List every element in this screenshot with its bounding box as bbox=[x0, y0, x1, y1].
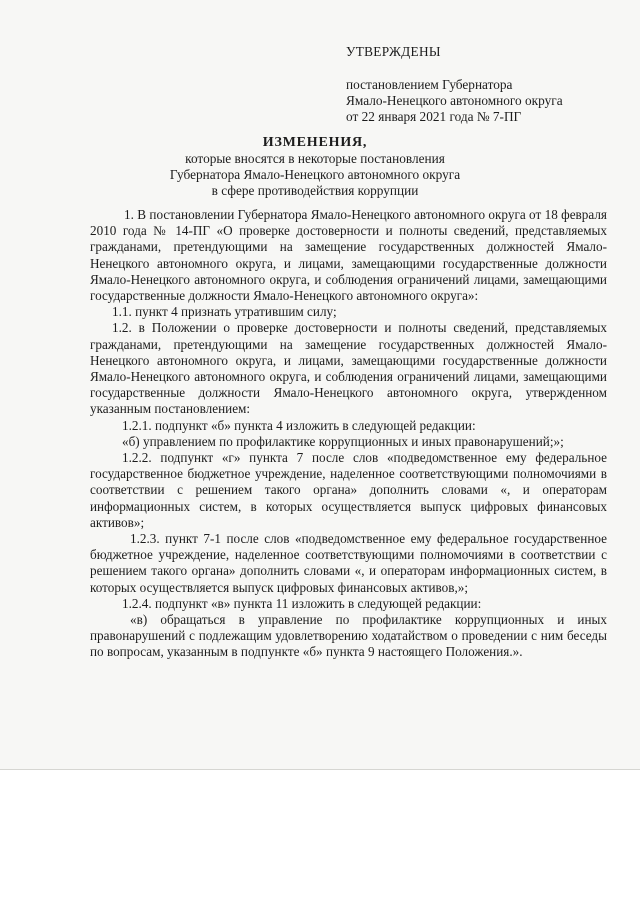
approval-stamp: УТВЕРЖДЕНЫ bbox=[346, 44, 441, 59]
approval-line: от 22 января 2021 года № 7-ПГ bbox=[346, 109, 522, 124]
paragraph-1-2: 1.2. в Положении о проверке достоверности и полноты сведений, представляемых гражданами, претендующими на замещение государственных должностей Ямало-Ненецкого автономного округа, и лицами, замещающими государственные должности Ямало-Ненецкого автономного округа, и соблюдения ограничений лицами, замещающими государственные должности Ямало-Ненецкого автономного округа, утвержденном указанным постановлением: bbox=[90, 320, 607, 417]
paragraph-1-2-1: 1.2.1. подпункт «б» пункта 4 изложить в следующей редакции: bbox=[122, 417, 476, 433]
approval-line: постановлением Губернатора bbox=[346, 77, 513, 92]
title-line: которые вносятся в некоторые постановления bbox=[185, 151, 445, 166]
title-heading: ИЗМЕНЕНИЯ, bbox=[262, 135, 368, 150]
quote-subitem-v: «в) обращаться в управление по профилактике коррупционных и иных правонарушений с подлежащим удовлетворению ходатайством о проведении с ним беседы по вопросам, указанным в подпункте «б» пункта 9 настоящего Положения.». bbox=[90, 612, 607, 660]
paragraph-1: 1. В постановлении Губернатора Ямало-Ненецкого автономного округа от 18 февраля 2010 года № 14-ПГ «О проверке достоверности и полноты сведений, представляемых гражданами, претендующими на замещение государственных должностей Ямало-Ненецкого автономного округа, и лицами, замещающими государственные должности Ямало-Ненецкого автономного округа, и соблюдения ограничений лицами, замещающими государственные должности Ямало-Ненецкого автономного округа»: bbox=[90, 207, 607, 304]
paragraph-1-2-3: 1.2.3. пункт 7-1 после слов «подведомственное ему федеральное государственное бюджетное учреждение, наделенное соответствующими полномочиями в соответствии с решением такого органа» дополнить словами «, и операторам информационных систем, в которых осуществляется выпуск цифровых финансовых активов,»; bbox=[90, 531, 607, 595]
paragraph-1-2-4: 1.2.4. подпункт «в» пункта 11 изложить в следующей редакции: bbox=[122, 595, 482, 611]
paragraph-1-1: 1.1. пункт 4 признать утратившим силу; bbox=[112, 304, 337, 320]
title-line: Губернатора Ямало-Ненецкого автономного округа bbox=[169, 167, 461, 182]
quote-subitem-b: «б) управлением по профилактике коррупционных и иных правонарушений;»; bbox=[122, 433, 564, 449]
paragraph-1-2-2: 1.2.2. подпункт «г» пункта 7 после слов «подведомственное ему федеральное государственное бюджетное учреждение, наделенное соответствующими полномочиями в соответствии с решением такого органа» дополнить словами «, и операторам информационных систем, в которых осуществляется выпуск цифровых финансовых активов»; bbox=[90, 450, 607, 530]
document-title bbox=[90, 135, 540, 199]
document-body bbox=[90, 207, 607, 661]
approval-line: Ямало-Ненецкого автономного округа bbox=[346, 93, 563, 108]
approval-block bbox=[346, 44, 626, 125]
title-line: в сфере противодействия коррупции bbox=[211, 183, 419, 198]
